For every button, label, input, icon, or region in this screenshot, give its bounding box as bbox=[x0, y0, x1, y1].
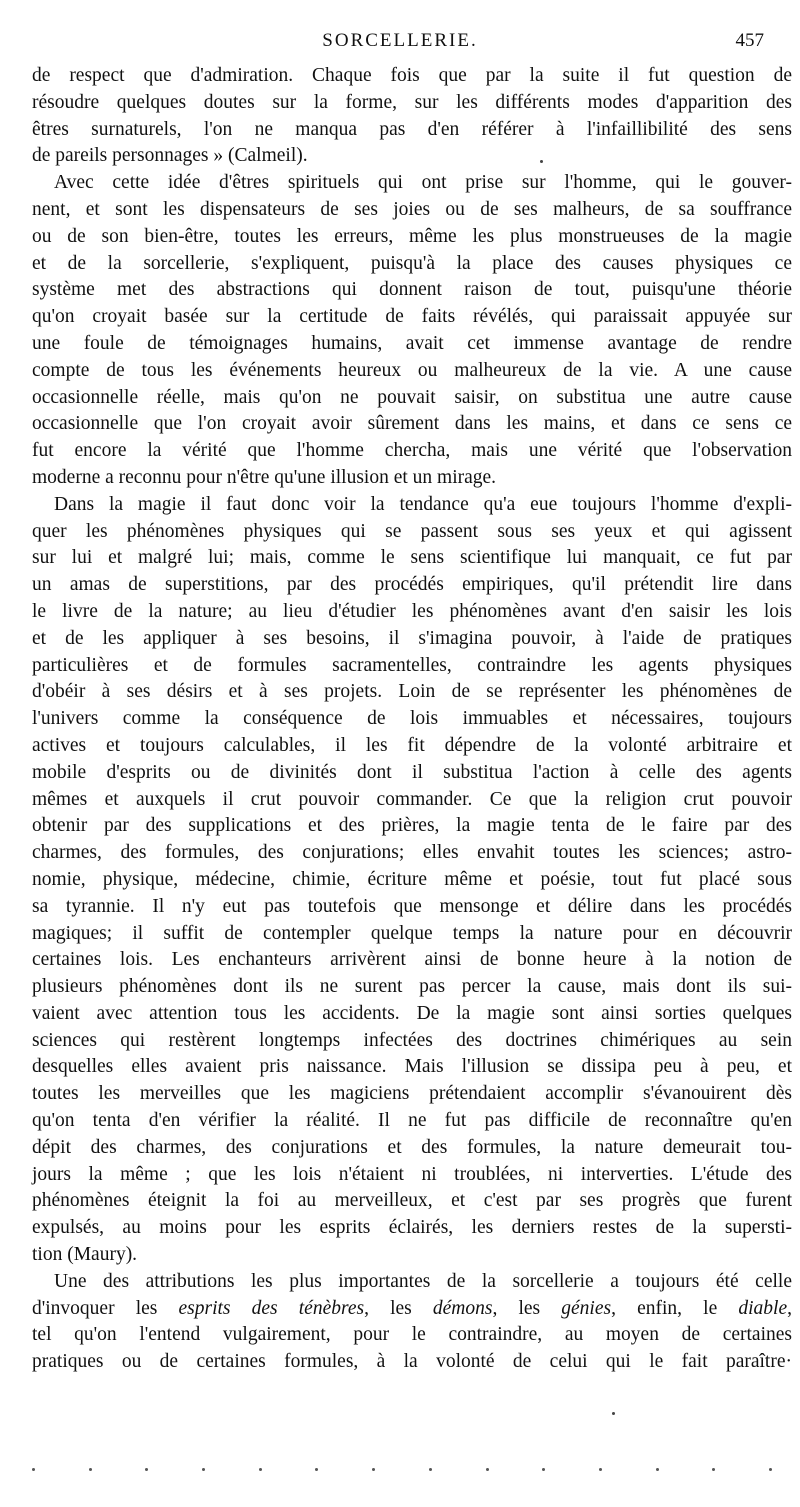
text-line: sur lui et malgré lui; mais, comme le sens scientifique lui manquait, ce fut par bbox=[32, 547, 792, 569]
paragraph-2 bbox=[32, 170, 792, 492]
text-line: quer les phénomènes physiques qui se passent sous ses yeux et qui agissent bbox=[32, 520, 792, 542]
text-line: moderne a reconnu pour n'être qu'une illusion et un mirage. bbox=[32, 466, 497, 488]
text-line: Dans la magie il faut donc voir la tendance qu'a eue toujours l'homme d'expli- bbox=[54, 493, 792, 515]
scan-speck bbox=[145, 1468, 148, 1471]
text-line: phénomènes éteignit la foi au merveilleux, et c'est par ses progrès que furent bbox=[32, 1190, 792, 1212]
scan-speck bbox=[712, 1468, 715, 1471]
text-line: toutes les merveilles que les magiciens prétendaient accomplir s'évanouirent dès bbox=[32, 1083, 792, 1105]
text-line: nent, et sont les dispensateurs de ses joies ou de ses malheurs, de sa souffrance bbox=[32, 198, 792, 220]
running-title: SORCELLERIE. bbox=[322, 30, 478, 51]
text-line: Une des attributions les plus importantes de la sorcellerie a toujours été celle bbox=[54, 1270, 792, 1292]
scan-speck bbox=[372, 1468, 375, 1471]
text-line: d'obéir à ses désirs et à ses projets. Loin de se représenter les phénomènes de bbox=[32, 681, 792, 703]
scan-speck bbox=[32, 1468, 35, 1471]
text-line: desquelles elles avaient pris naissance. Mais l'illusion se dissipa peu à peu, et bbox=[32, 1056, 792, 1078]
scan-speck bbox=[612, 1412, 615, 1415]
text-line: Avec cette idée d'êtres spirituels qui ont prise sur l'homme, qui le gouver- bbox=[54, 172, 792, 194]
scan-speck bbox=[599, 1468, 602, 1471]
text-line: système met des abstractions qui donnent raison de tout, puisqu'une théorie bbox=[32, 279, 792, 301]
text-line: occasionnelle que l'on croyait avoir sûrement dans les mains, et dans ce sens ce bbox=[32, 413, 792, 435]
page-header bbox=[0, 30, 800, 60]
body-text bbox=[32, 63, 792, 1376]
text-line: une foule de témoignages humains, avait cet immense avantage de rendre bbox=[32, 332, 792, 354]
text-line: qu'on tenta d'en vérifier la réalité. Il ne fut pas difficile de reconnaître qu'en bbox=[32, 1110, 792, 1132]
text-line: mobile d'esprits ou de divinités dont il substitua l'action à celle des agents bbox=[32, 761, 792, 783]
text-line: un amas de superstitions, par des procédés empiriques, qu'il prétendit lire dans bbox=[32, 574, 792, 596]
text-line-with-italics bbox=[32, 1296, 792, 1323]
scan-speck bbox=[202, 1468, 205, 1471]
text-line: certaines lois. Les enchanteurs arrivèrent ainsi de bonne heure à la notion de bbox=[32, 949, 792, 971]
text-line: fut encore la vérité que l'homme chercha, mais une vérité que l'observation bbox=[32, 440, 792, 462]
text-line: sciences qui restèrent longtemps infectées des doctrines chimériques au sein bbox=[32, 1029, 792, 1051]
text-line: magiques; il suffit de contempler quelque temps la nature pour en découvrir bbox=[32, 922, 792, 944]
paragraph-4 bbox=[32, 1269, 792, 1376]
text-line: actives et toujours calculables, il les fit dépendre de la volonté arbitraire et bbox=[32, 734, 792, 756]
text-run: , les bbox=[364, 1297, 433, 1319]
italic-term: diable bbox=[738, 1297, 788, 1319]
italic-term: démons bbox=[432, 1297, 493, 1319]
scan-speck bbox=[315, 1468, 318, 1471]
text-line: tion (Maury). bbox=[32, 1244, 138, 1266]
text-line: ou de son bien-être, toutes les erreurs, même les plus monstrueuses de la magie bbox=[32, 225, 792, 247]
text-line: qu'on croyait basée sur la certitude de faits révélés, qui paraissait appuyée sur bbox=[32, 306, 792, 328]
text-line: obtenir par des supplications et des prières, la magie tenta de le faire par des bbox=[32, 815, 792, 837]
text-line: pratiques ou de certaines formules, à la volonté de celui qui le fait paraître· bbox=[32, 1351, 792, 1373]
text-line: expulsés, au moins pour les esprits éclairés, les derniers restes de la supersti- bbox=[32, 1217, 792, 1239]
paragraph-3 bbox=[32, 492, 792, 1269]
text-line: et de les appliquer à ses besoins, il s'imagina pouvoir, à l'aide de pratiques bbox=[32, 627, 792, 649]
text-line: occasionnelle réelle, mais qu'on ne pouvait saisir, on substitua une autre cause bbox=[32, 386, 792, 408]
paragraph-1 bbox=[32, 63, 792, 170]
scan-speck bbox=[89, 1468, 92, 1471]
scan-speck bbox=[486, 1468, 489, 1471]
scan-speck bbox=[769, 1468, 772, 1471]
text-line: êtres surnaturels, l'on ne manqua pas d'en référer à l'infaillibilité des sens bbox=[32, 118, 792, 140]
scan-speck bbox=[542, 1468, 545, 1471]
text-line: vaient avec attention tous les accidents. De la magie sont ainsi sorties quelques bbox=[32, 1002, 792, 1024]
text-line: l'univers comme la conséquence de lois immuables et nécessaires, toujours bbox=[32, 708, 792, 730]
text-line: jours la même ; que les lois n'étaient ni troublées, ni interverties. L'étude des bbox=[32, 1163, 792, 1185]
text-line: tel qu'on l'entend vulgairement, pour le contraindre, au moyen de certaines bbox=[32, 1324, 792, 1346]
page-number: 457 bbox=[735, 30, 764, 51]
text-line: résoudre quelques doutes sur la forme, sur les différents modes d'apparition des bbox=[32, 91, 792, 113]
text-line: de pareils personnages » (Calmeil). bbox=[32, 145, 308, 167]
text-line: compte de tous les événements heureux ou malheureux de la vie. A une cause bbox=[32, 359, 792, 381]
scan-noise-dots bbox=[32, 1468, 772, 1476]
text-line: et de la sorcellerie, s'expliquent, puisqu'à la place des causes physiques ce bbox=[32, 252, 792, 274]
scan-speck bbox=[540, 160, 543, 163]
text-line: charmes, des formules, des conjurations; elles envahit toutes les sciences; astro- bbox=[32, 842, 792, 864]
scan-speck bbox=[259, 1468, 262, 1471]
text-run: d'invoquer les bbox=[32, 1297, 179, 1319]
text-line: mêmes et auxquels il crut pouvoir commander. Ce que la religion crut pouvoir bbox=[32, 788, 792, 810]
text-line: de respect que d'admiration. Chaque fois que par la suite il fut question de bbox=[32, 65, 792, 86]
italic-term: esprits des ténèbres bbox=[178, 1297, 365, 1319]
text-line: sa tyrannie. Il n'y eut pas toutefois que mensonge et délire dans les procédés bbox=[32, 895, 792, 917]
scan-speck bbox=[429, 1468, 432, 1471]
text-line: nomie, physique, médecine, chimie, écriture même et poésie, tout fut placé sous bbox=[32, 868, 792, 890]
text-run: , enfin, le bbox=[611, 1297, 739, 1319]
scan-speck bbox=[656, 1468, 659, 1471]
text-line: plusieurs phénomènes dont ils ne surent pas percer la cause, mais dont ils sui- bbox=[32, 976, 792, 998]
italic-term: génies bbox=[561, 1297, 612, 1319]
text-line: particulières et de formules sacramentelles, contraindre les agents physiques bbox=[32, 654, 792, 676]
text-line: le livre de la nature; au lieu d'étudier les phénomènes avant d'en saisir les lois bbox=[32, 600, 792, 622]
text-line: dépit des charmes, des conjurations et des formules, la nature demeurait tou- bbox=[32, 1136, 792, 1158]
text-run: , les bbox=[492, 1297, 562, 1319]
text-run: , bbox=[787, 1297, 792, 1319]
